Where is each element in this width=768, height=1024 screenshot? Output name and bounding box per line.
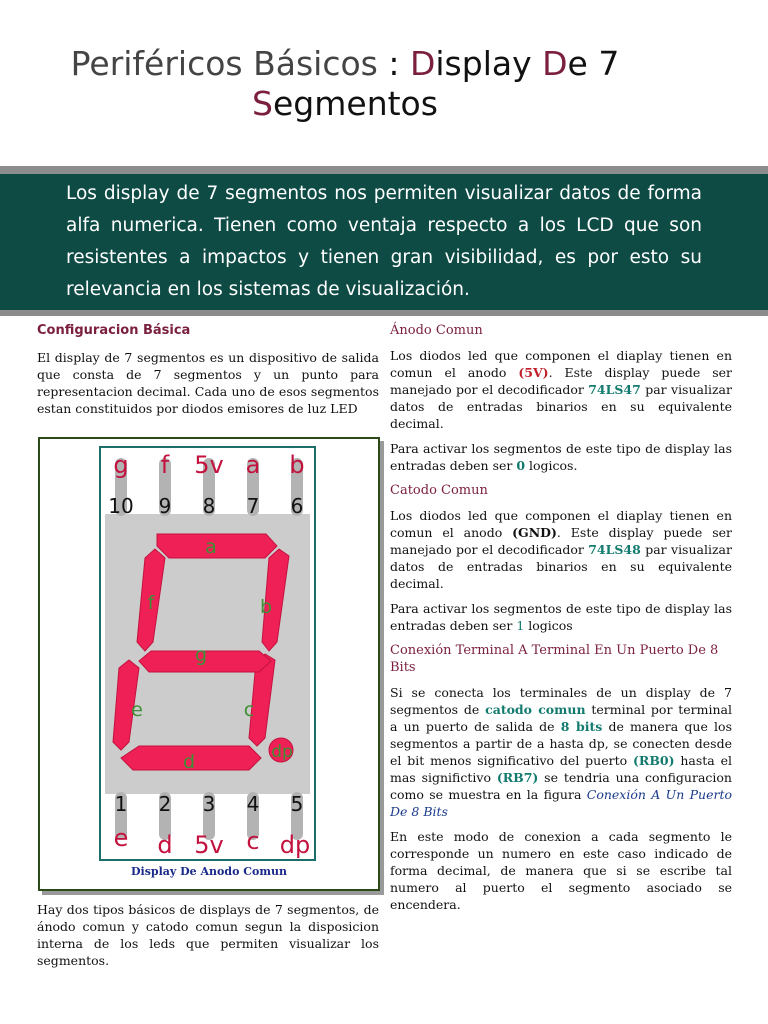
pin-function-label: c [246,827,260,855]
pin-function-label: 5v [194,831,224,859]
pin-number: 4 [246,792,260,816]
section-heading: Catodo Comun [390,483,488,498]
title-text: e 7 [567,44,620,83]
intro-text: Los display de 7 segmentos nos permiten visualizar datos de forma alfa numerica. Tienen como ventaja respecto a los LCD que son resistentes a impactos y tienen gran visibilidad, es por esto su relevancia en los sistemas de visualización. [66,183,702,300]
section-paragraph: Si se conecta los terminales de un display de 7 segmentos de catodo comun terminal por terminal a un puerto de salida de 8 bits de manera que los segmentos a partir de a hasta dp, se conecten desde el bit menos significativo del puerto (RB0) hasta el mas significtivo (RB7) se tendria una configuracion como se muestra en la figura Conexión A Un Puerto De 8 Bits [390,685,732,819]
section-paragraph: Para activar los segmentos de este tipo de display las entradas deben ser 1 logicos [390,601,732,633]
pin-function-label: 5v [194,451,224,479]
pin-number: 6 [290,494,304,518]
seven-segment-diagram [99,446,316,861]
pin-number: 8 [202,494,216,518]
title-text: isplay [435,44,543,83]
section-heading: Ánodo Comun [390,323,483,338]
pin-function-label: b [289,451,305,479]
section-paragraph: En este modo de conexion a cada segmento le corresponde un numero en este caso indicado de forma decimal, de manera que si se escribe tal numero al puerto el segmento asociado se encendera. [390,829,732,912]
segment-a [157,534,277,558]
pin-function-label: f [160,451,170,479]
figure-caption: Display De Anodo Comun [131,865,287,878]
pin-function-label: g [113,451,129,479]
segment-label: a [205,536,217,558]
right-column [390,322,732,921]
pin-function-label: d [157,831,173,859]
divider [0,166,768,174]
pin-number: 10 [108,494,134,518]
segment-label: e [131,699,143,721]
title-colon: : [377,44,410,83]
page-title [0,44,690,124]
pin-number: 3 [202,792,216,816]
section-paragraph: Para activar los segmentos de este tipo de display las entradas deben ser 0 logicos. [390,441,732,473]
segment-label: dp [271,742,293,762]
intro-banner [0,174,768,310]
segment-label: d [182,751,196,773]
section-paragraph: Los diodos led que componen el diaplay tienen en comun el anodo (5V). Este display puede ser manejado por el decodificador 74LS47 par visualizar datos de entradas binarios en su equivalente decimal. [390,348,732,431]
pin-number: 2 [158,792,172,816]
title-initial: D [542,44,568,83]
pin-number: 5 [290,792,304,816]
title-initial: S [252,84,273,123]
title-text: egmentos [273,84,438,123]
pin-function-label: e [113,824,129,852]
section-paragraph: Los diodos led que componen el diaplay tienen en comun el anodo (GND). Este display puede ser manejado por el decodificador 74LS48 par visualizar datos de entradas binarios en su equivalente decimal. [390,508,732,591]
pin-number: 1 [114,792,128,816]
section-heading: Conexión Terminal A Terminal En Un Puerto De 8 Bits [390,643,719,675]
section-paragraph: El display de 7 segmentos es un dispositivo de salida que consta de 7 segmentos y un punto para representacion decimal. Cada uno de esos segmentos estan constituidos por diodos emisores de luz LED [37,350,379,416]
section-paragraph: Hay dos tipos básicos de displays de 7 segmentos, de ánodo comun y catodo comun segun la disposicion interna de los leds que permiten visualizar los segmentos. [37,902,379,968]
display-figure [38,437,380,891]
title-initial: D [409,44,436,83]
segment-label: b [259,596,273,618]
pin-function-label: dp [279,831,311,859]
title-text: Periféricos Básicos [70,44,378,83]
segment-label: g [194,644,208,666]
pin-number: 7 [246,494,260,518]
divider [0,310,768,316]
left-column [37,322,379,425]
pin-number: 9 [158,494,172,518]
segment-label: c [243,699,255,721]
pin-function-label: a [245,451,261,479]
section-heading: Configuracion Básica [37,323,191,338]
segment-label: f [147,592,155,614]
